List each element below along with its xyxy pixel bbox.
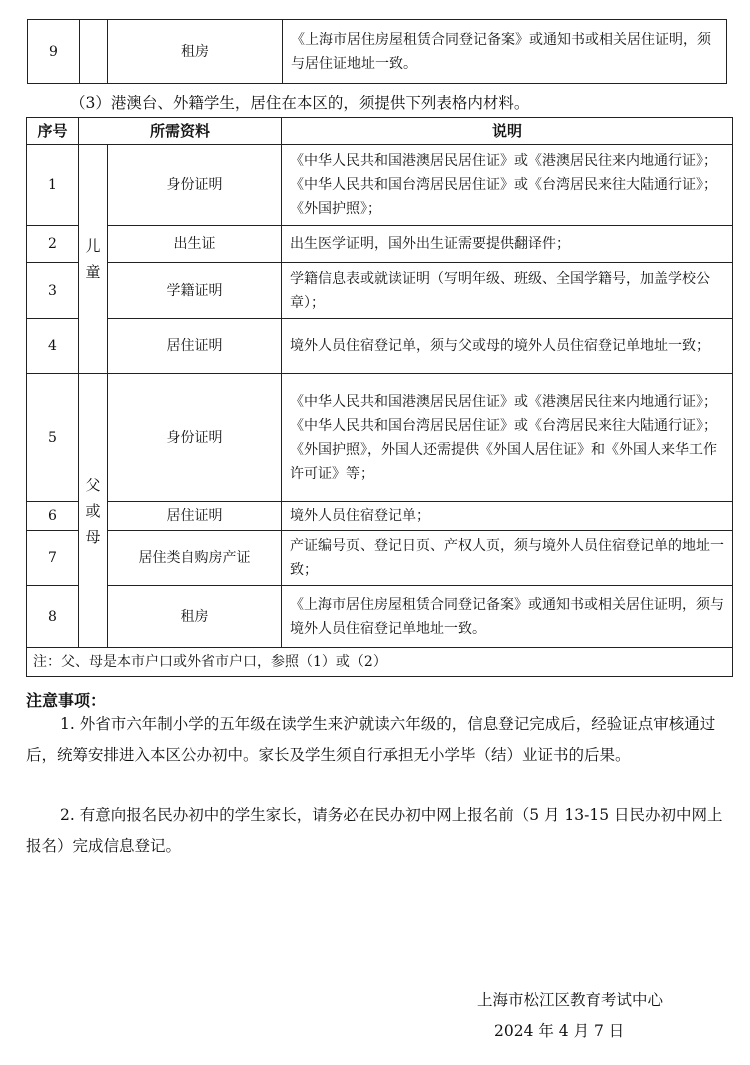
document-name: 学籍证明 bbox=[108, 263, 282, 319]
group-char: 母 bbox=[85, 528, 101, 546]
row-number: 2 bbox=[27, 226, 79, 263]
notes-title: 注意事项： bbox=[26, 691, 107, 710]
signature-organization: 上海市松江区教育考试中心 bbox=[477, 991, 664, 1009]
document-name: 身份证明 bbox=[108, 374, 282, 502]
header-number: 序号 bbox=[27, 118, 79, 145]
previous-table-tail bbox=[27, 19, 727, 84]
document-description: 《中华人民共和国港澳居民居住证》或《港澳居民往来内地通行证》；《中华人民共和国台湾居民居住证》或《台湾居民来往大陆通行证》；《外国护照》； bbox=[282, 145, 733, 226]
document-description: 境外人员住宿登记单，须与父或母的境外人员住宿登记单地址一致； bbox=[282, 319, 733, 374]
table-row bbox=[27, 226, 733, 263]
document-name: 租房 bbox=[108, 20, 283, 84]
row-number: 4 bbox=[27, 319, 79, 374]
document-description: 学籍信息表或就读证明（写明年级、班级、全国学籍号，加盖学校公章）； bbox=[282, 263, 733, 319]
document-description: 《上海市居住房屋租赁合同登记备案》或通知书或相关居住证明，须与境外人员住宿登记单地址一致。 bbox=[282, 586, 733, 648]
header-materials: 所需资料 bbox=[79, 118, 282, 145]
document-description: 《中华人民共和国港澳居民居住证》或《港澳居民往来内地通行证》；《中华人民共和国台湾居民居住证》或《台湾居民来往大陆通行证》；《外国护照》，外国人还需提供《外国人居住证》和《外国人来华工作许可证》等； bbox=[282, 374, 733, 502]
document-name: 居住证明 bbox=[108, 319, 282, 374]
group-cell bbox=[80, 20, 108, 84]
table-footnote: 注：父、母是本市户口或外省市户口，参照（1）或（2） bbox=[27, 648, 733, 677]
group-char: 或 bbox=[85, 502, 101, 520]
note-item: 1. 外省市六年制小学的五年级在读学生来沪就读六年级的，信息登记完成后，经验证点审核通过后，统筹安排进入本区公办初中。家长及学生须自行承担无小学毕（结）业证书的后果。 bbox=[26, 715, 716, 764]
table-row bbox=[27, 145, 733, 226]
table-header-row bbox=[27, 118, 733, 145]
document-name: 租房 bbox=[108, 586, 282, 648]
row-number: 1 bbox=[27, 145, 79, 226]
row-number: 3 bbox=[27, 263, 79, 319]
table-row bbox=[27, 586, 733, 648]
row-number: 8 bbox=[27, 586, 79, 648]
document-description: 境外人员住宿登记单； bbox=[282, 502, 733, 531]
materials-table bbox=[26, 117, 733, 677]
group-child bbox=[79, 145, 108, 374]
table-row bbox=[27, 502, 733, 531]
group-char: 父 bbox=[85, 476, 101, 494]
document-name: 出生证 bbox=[108, 226, 282, 263]
row-number: 7 bbox=[27, 531, 79, 586]
note-item: 2. 有意向报名民办初中的学生家长，请务必在民办初中网上报名前（5 月 13-15 日民办初中网上报名）完成信息登记。 bbox=[26, 806, 723, 855]
table-row bbox=[27, 263, 733, 319]
document-description: 出生医学证明，国外出生证需要提供翻译件； bbox=[282, 226, 733, 263]
document-description: 产证编号页、登记日页、产权人页，须与境外人员住宿登记单的地址一致； bbox=[282, 531, 733, 586]
document-name: 居住类自购房产证 bbox=[108, 531, 282, 586]
group-char: 童 bbox=[85, 263, 101, 281]
document-name: 身份证明 bbox=[108, 145, 282, 226]
document-description: 《上海市居住房屋租赁合同登记备案》或通知书或相关居住证明，须与居住证地址一致。 bbox=[283, 20, 727, 84]
table-row bbox=[28, 20, 727, 84]
table-row bbox=[27, 374, 733, 502]
section-heading: （3）港澳台、外籍学生，居住在本区的，须提供下列表格内材料。 bbox=[70, 94, 530, 112]
group-parent bbox=[79, 374, 108, 648]
table-row bbox=[27, 319, 733, 374]
group-char: 儿 bbox=[85, 237, 101, 255]
table-row bbox=[27, 531, 733, 586]
signature-date: 2024 年 4 月 7 日 bbox=[494, 1022, 625, 1040]
header-description: 说明 bbox=[282, 118, 733, 145]
row-number: 9 bbox=[28, 20, 80, 84]
table-footnote-row bbox=[27, 648, 733, 677]
document-name: 居住证明 bbox=[108, 502, 282, 531]
row-number: 5 bbox=[27, 374, 79, 502]
row-number: 6 bbox=[27, 502, 79, 531]
